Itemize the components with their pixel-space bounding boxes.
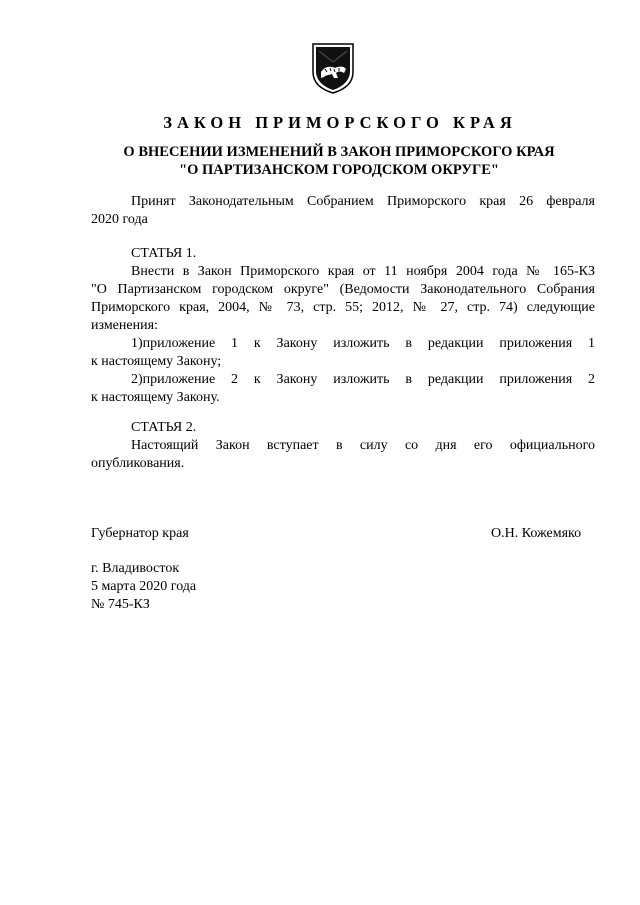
article1-item1-line1: 1)приложение 1 к Закону изложить в редакции приложения 1 xyxy=(131,336,595,351)
footer-number: № 745-КЗ xyxy=(91,597,150,612)
article1-item2-line2: к настоящему Закону. xyxy=(91,390,220,405)
adoption-line1: Принят Законодательным Собранием Приморского края 26 февраля xyxy=(131,194,595,209)
article1-line3: Приморского края, 2004, № 73, стр. 55; 2012, № 27, стр. 74) следующие xyxy=(91,300,595,315)
adoption-line2: 2020 года xyxy=(91,212,148,227)
document-footer xyxy=(91,560,196,614)
article1-heading: СТАТЬЯ 1. xyxy=(131,246,197,261)
article1-line1: Внести в Закон Приморского края от 11 ноября 2004 года № 165-КЗ xyxy=(131,264,595,279)
footer-city: г. Владивосток xyxy=(91,561,180,576)
article1-section xyxy=(91,245,595,407)
law-subtitle-line1: О ВНЕСЕНИИ ИЗМЕНЕНИЙ В ЗАКОН ПРИМОРСКОГО КРАЯ xyxy=(123,144,555,160)
article1-line2: "О Партизанском городском округе" (Ведомости Законодательного Собрания xyxy=(91,282,595,297)
law-title: ЗАКОН ПРИМОРСКОГО КРАЯ xyxy=(163,113,517,132)
article1-line4: изменения: xyxy=(91,318,158,333)
article2-heading: СТАТЬЯ 2. xyxy=(131,420,197,435)
article2-line2: опубликования. xyxy=(91,456,185,471)
article2-line1: Настоящий Закон вступает в силу со дня его официального xyxy=(131,438,595,453)
signatory-name: О.Н. Кожемяко xyxy=(491,526,582,541)
footer-date: 5 марта 2020 года xyxy=(91,579,197,594)
law-subtitle-line2: "О ПАРТИЗАНСКОМ ГОРОДСКОМ ОКРУГЕ" xyxy=(179,162,499,178)
signatory-position: Губернатор края xyxy=(91,526,189,541)
article1-item1-line2: к настоящему Закону; xyxy=(91,354,222,369)
article1-item2-line1: 2)приложение 2 к Закону изложить в редакции приложения 2 xyxy=(131,372,595,387)
coat-of-arms-icon xyxy=(311,42,355,94)
adoption-paragraph xyxy=(91,193,595,229)
article2-section xyxy=(91,419,595,473)
